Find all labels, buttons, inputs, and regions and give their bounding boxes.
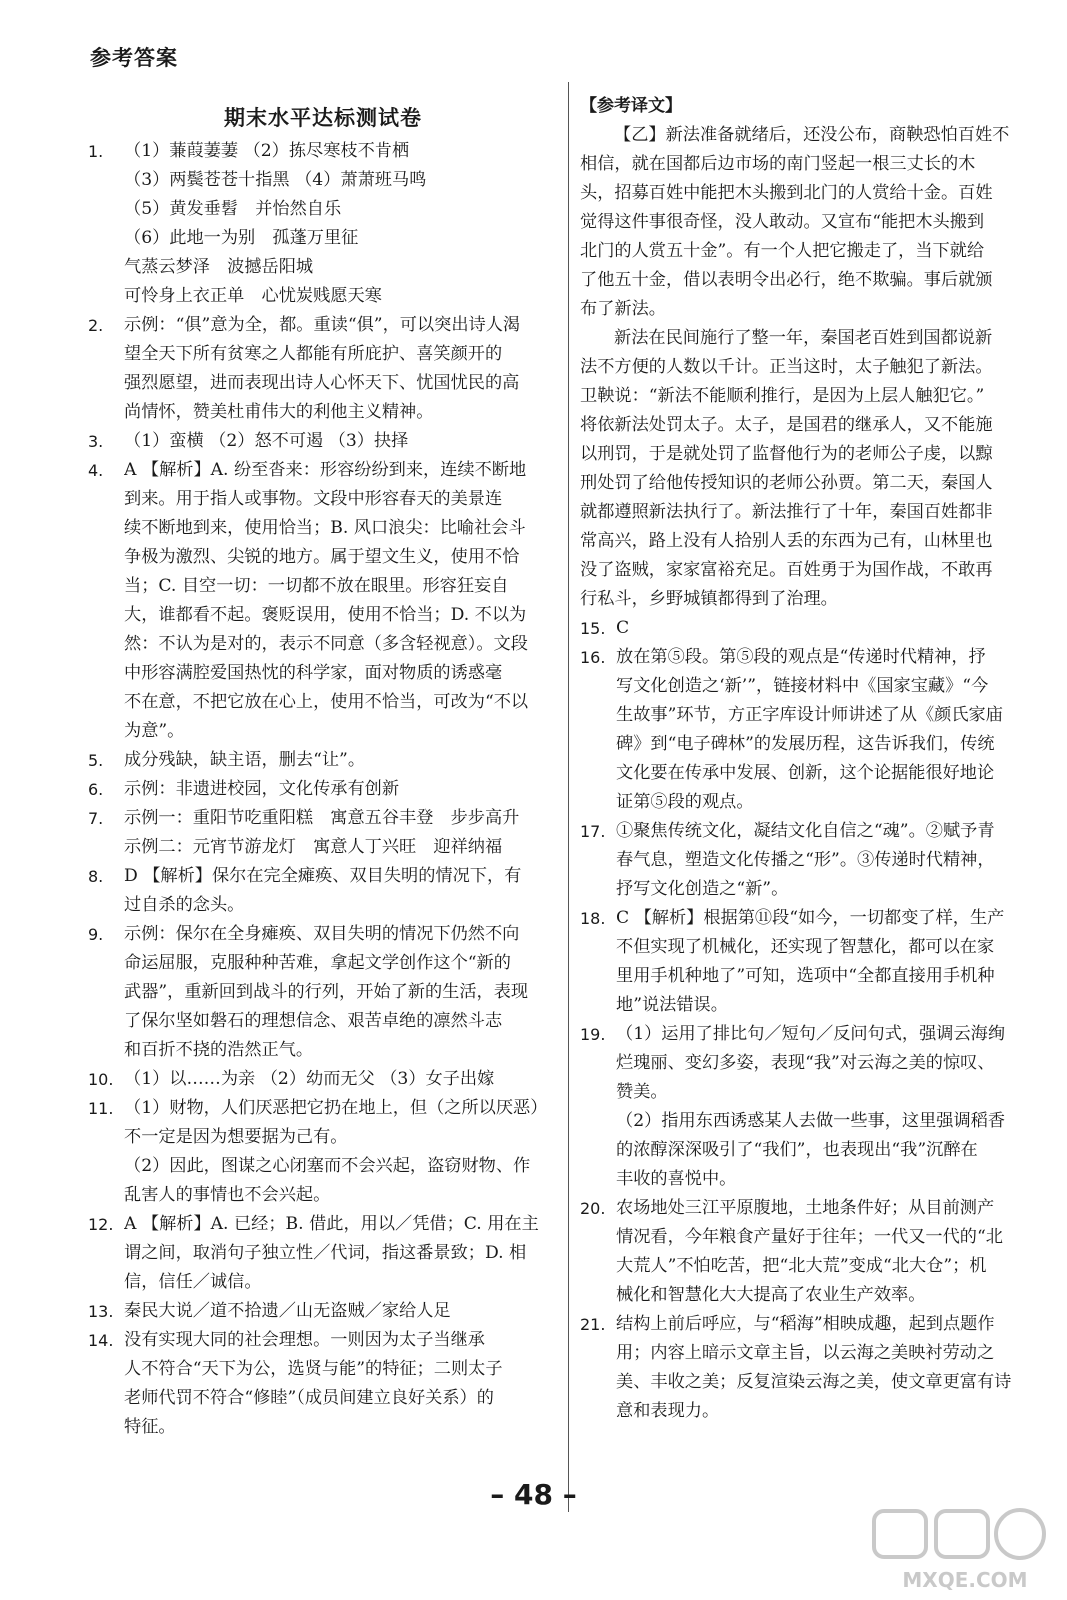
answer-line: 为意”。 <box>124 721 185 741</box>
answer-line: 秦民大说／道不拾遗／山无盗贼／家给人足 <box>124 1301 451 1321</box>
answer-line: 可怜身上衣正单 心忧炭贱愿天寒 <box>124 286 382 306</box>
translation-line: 刑处罚了给他传授知识的老师公孙贾。第二天，秦国人 <box>580 473 993 493</box>
answer-item <box>580 1020 1050 1194</box>
answer-line: 到来。用于指人或事物。文段中形容春天的美景连 <box>124 489 503 509</box>
answer-item <box>88 427 558 456</box>
answer-line: 大荒人”不怕吃苦，把“北大荒”变成“北大仓”；机 <box>616 1256 987 1276</box>
translation-line: 新法在民间施行了整一年，秦国老百姓到国都说新 <box>614 328 993 348</box>
answer-number: 19. <box>580 1025 606 1044</box>
answer-line: 乱害人的事情也不会兴起。 <box>124 1185 331 1205</box>
answer-item <box>580 643 1050 817</box>
answer-item <box>88 1297 558 1326</box>
translation-paragraph <box>580 121 1050 324</box>
answer-line: 信，信任／诚信。 <box>124 1272 262 1292</box>
answer-item <box>580 904 1050 1020</box>
translation-line: 【乙】新法准备就绪后，还没公布，商鞅恐怕百姓不 <box>614 125 1010 145</box>
translation-line: 以刑罚，于是就处罚了监督他行为的老师公子虔，以黥 <box>580 444 993 464</box>
answer-line: 强烈愿望，进而表现出诗人心怀天下、忧国忧民的高 <box>124 373 520 393</box>
translation-line: 觉得这件事很奇怪，没人敢动。又宣布“能把木头搬到 <box>580 212 985 232</box>
translation-title: 【参考译文】 <box>580 96 682 116</box>
answer-number: 2. <box>88 316 104 335</box>
answer-number: 7. <box>88 809 104 828</box>
right-column <box>580 92 1050 1426</box>
translation-line: 行私斗，乡野城镇都得到了治理。 <box>580 589 838 609</box>
answer-line: 当；C. 目空一切：一切都不放在眼里。形容狂妄自 <box>124 576 509 596</box>
answer-item <box>88 456 558 746</box>
answer-line: 中形容满腔爱国热忱的科学家，面对物质的诱惑毫 <box>124 663 503 683</box>
answer-line: 人不符合“天下为公，选贤与能”的特征；二则太子 <box>124 1359 503 1379</box>
column-divider <box>568 82 569 1512</box>
translation-line: 法不方便的人数以千计。正当这时，太子触犯了新法。 <box>580 357 993 377</box>
answer-number: 6. <box>88 780 104 799</box>
answer-line: 示例一：重阳节吃重阳糕 寓意五谷丰登 步步高升 <box>124 808 520 828</box>
answer-number: 4. <box>88 461 104 480</box>
answer-line: 和百折不挠的浩然正气。 <box>124 1040 314 1060</box>
answer-line: 气蒸云梦泽 波撼岳阳城 <box>124 257 314 277</box>
page-number: – 48 – <box>490 1478 577 1511</box>
left-column <box>88 92 558 1442</box>
answer-line: （1）以……为亲 （2）幼而无父 （3）女子出嫁 <box>124 1069 495 1089</box>
translation-line: 常高兴，路上没有人拾别人丢的东西为己有，山林里也 <box>580 531 993 551</box>
answer-line: 示例：“俱”意为全，都。重读“俱”，可以突出诗人渴 <box>124 315 521 335</box>
answer-line: 望全天下所有贫寒之人都能有所庇护、喜笑颜开的 <box>124 344 503 364</box>
answer-number: 5. <box>88 751 104 770</box>
answer-item <box>88 311 558 427</box>
answer-line: 写文化创造之‘新’”，链接材料中《国家宝藏》“今 <box>616 676 989 696</box>
answer-line: 不在意，不把它放在心上，使用不恰当，可改为“不以 <box>124 692 529 712</box>
answer-line: A 【解析】A. 已经；B. 借此，用以／凭借；C. 用在主 <box>124 1214 539 1234</box>
answer-line: 不一定是因为想要据为己有。 <box>124 1127 348 1147</box>
answer-line: 用；内容上暗示文章主旨，以云海之美映衬劳动之 <box>616 1343 995 1363</box>
answer-number: 8. <box>88 867 104 886</box>
answer-line: 不但实现了机械化，还实现了智慧化，都可以在家 <box>616 937 995 957</box>
answer-line: 示例：非遗进校园，文化传承有创新 <box>124 779 400 799</box>
answer-item <box>580 1194 1050 1310</box>
answer-line: （1）运用了排比句／短句／反问句式，强调云海绚 <box>616 1024 1006 1044</box>
answer-line: ①聚焦传统文化，凝结文化自信之“魂”。②赋予青 <box>616 821 995 841</box>
answer-number: 18. <box>580 909 606 928</box>
answer-line: 老师代罚不符合“修睦”（成员间建立良好关系）的 <box>124 1388 494 1408</box>
translation-line: 了他五十金，借以表明令出必行，绝不欺骗。事后就颁 <box>580 270 993 290</box>
answer-item <box>88 920 558 1065</box>
answer-line: 赞美。 <box>616 1082 668 1102</box>
answer-number: 20. <box>580 1199 606 1218</box>
answer-item <box>88 137 558 311</box>
answer-number: 11. <box>88 1099 114 1118</box>
answer-line: 了保尔坚如磐石的理想信念、艰苦卓绝的凛然斗志 <box>124 1011 503 1031</box>
answer-number: 21. <box>580 1315 606 1334</box>
answer-line: 命运屈服，克服种种苦难，拿起文学创作这个“新的 <box>124 953 511 973</box>
answer-line: C 【解析】根据第⑪段“如今，一切都变了样，生产 <box>616 908 1005 928</box>
answer-line: 放在第⑤段。第⑤段的观点是“传递时代精神，抒 <box>616 647 986 667</box>
test-title: 期末水平达标测试卷 <box>224 106 422 130</box>
answer-line: （2）指用东西诱惑某人去做一些事，这里强调稻香 <box>616 1111 1006 1131</box>
answer-line: （6）此地一为别 孤蓬万里征 <box>124 228 359 248</box>
answer-line: C <box>616 618 630 638</box>
answer-item <box>88 775 558 804</box>
answer-line: 证第⑤段的观点。 <box>616 792 754 812</box>
answer-line: 示例二：元宵节游龙灯 寓意人丁兴旺 迎祥纳福 <box>124 837 503 857</box>
answer-number: 3. <box>88 432 104 451</box>
answer-line: 争极为激烈、尖锐的地方。属于望文生义，使用不恰 <box>124 547 520 567</box>
answer-line: （2）因此，图谋之心闭塞而不会兴起，盗窃财物、作 <box>124 1156 531 1176</box>
answer-line: A 【解析】A. 纷至沓来：形容纷纷到来，连续不断地 <box>124 460 527 480</box>
answer-line: 没有实现大同的社会理想。一则因为太子当继承 <box>124 1330 485 1350</box>
translation-line: 卫鞅说：“新法不能顺利推行，是因为上层人触犯它。” <box>580 386 985 406</box>
translation-line: 相信，就在国都后边市场的南门竖起一根三丈长的木 <box>580 154 976 174</box>
answer-line: 续不断地到来，使用恰当；B. 风口浪尖：比喻社会斗 <box>124 518 526 538</box>
svg-text:MXQE.COM: MXQE.COM <box>902 1568 1028 1592</box>
answer-list-right <box>580 614 1050 1426</box>
answer-item <box>88 862 558 920</box>
translation-line: 就都遵照新法执行了。新法推行了十年，秦国百姓都非 <box>580 502 993 522</box>
translation-line: 北门的人赏五十金”。有一个人把它搬走了，当下就给 <box>580 241 985 261</box>
answer-item <box>88 746 558 775</box>
watermark-logo <box>870 1505 1060 1595</box>
answer-line: 械化和智慧化大大提高了农业生产效率。 <box>616 1285 926 1305</box>
answer-line: 然：不认为是对的，表示不同意（多含轻视意）。文段 <box>124 634 528 654</box>
answer-item <box>580 817 1050 904</box>
answer-line: 烂瑰丽、变幻多姿，表现“我”对云海之美的惊叹、 <box>616 1053 995 1073</box>
translation-body <box>580 121 1050 614</box>
translation-line: 头，招募百姓中能把木头搬到北门的人赏给十金。百姓 <box>580 183 993 203</box>
answer-line: 尚情怀，赞美杜甫伟大的利他主义精神。 <box>124 402 434 422</box>
answer-number: 14. <box>88 1331 114 1350</box>
answer-item <box>580 1310 1050 1426</box>
answer-line: 成分残缺，缺主语，删去“让”。 <box>124 750 366 770</box>
answer-number: 15. <box>580 619 606 638</box>
answer-item <box>580 614 1050 643</box>
answer-number: 17. <box>580 822 606 841</box>
answer-line: 美、丰收之美；反复渲染云海之美，使文章更富有诗 <box>616 1372 1012 1392</box>
answer-line: 生故事”环节，方正字库设计师讲述了从《颜氏家庙 <box>616 705 1003 725</box>
answer-item <box>88 804 558 862</box>
answer-line: 的浓醇深深吸引了“我们”，也表现出“我”沉醉在 <box>616 1140 978 1160</box>
answer-line: 文化要在传承中发展、创新，这个论据能很好地论 <box>616 763 995 783</box>
answer-line: （3）两鬓苍苍十指黑 （4）萧萧班马鸣 <box>124 170 427 190</box>
answer-item <box>88 1326 558 1442</box>
answer-number: 12. <box>88 1215 114 1234</box>
translation-line: 布了新法。 <box>580 299 666 319</box>
translation-line: 将依新法处罚太子。太子，是国君的继承人，又不能施 <box>580 415 993 435</box>
answer-line: D 【解析】保尔在完全瘫痪、双目失明的情况下，有 <box>124 866 522 886</box>
answer-line: 春气息，塑造文化传播之“形”。③传递时代精神， <box>616 850 995 870</box>
answer-item <box>88 1094 558 1210</box>
answer-line: 意和表现力。 <box>616 1401 720 1421</box>
answer-number: 9. <box>88 925 104 944</box>
answer-number: 10. <box>88 1070 114 1089</box>
answer-line: 地”说法错误。 <box>616 995 728 1015</box>
answer-line: 农场地处三江平原腹地，土地条件好；从目前测产 <box>616 1198 995 1218</box>
answer-line: 谓之间，取消句子独立性／代词，指这番景致；D. 相 <box>124 1243 527 1263</box>
answer-line: 抒写文化创造之“新”。 <box>616 879 789 899</box>
translation-line: 没了盗贼，家家富裕充足。百姓勇于为国作战，不敢再 <box>580 560 993 580</box>
answer-line: （1）蛮横 （2）怒不可遏 （3）抉择 <box>124 431 409 451</box>
answer-line: （1）蒹葭萋萋 （2）拣尽寒枝不肯栖 <box>124 141 410 161</box>
answer-line: 丰收的喜悦中。 <box>616 1169 737 1189</box>
answer-line: 大，谁都看不起。褒贬误用，使用不恰当；D. 不以为 <box>124 605 527 625</box>
answer-item <box>88 1210 558 1297</box>
answer-line: 过自杀的念头。 <box>124 895 245 915</box>
answer-line: 武器”，重新回到战斗的行列，开始了新的生活，表现 <box>124 982 529 1002</box>
answer-line: 碑》到“电子碑林”的发展历程，这告诉我们，传统 <box>616 734 995 754</box>
answer-line: 特征。 <box>124 1417 176 1437</box>
section-header: 参考答案 <box>90 46 178 70</box>
answer-line: 情况看，今年粮食产量好于往年；一代又一代的“北 <box>616 1227 1003 1247</box>
answer-line: 示例：保尔在全身瘫痪、双目失明的情况下仍然不向 <box>124 924 520 944</box>
answer-line: 结构上前后呼应，与“稻海”相映成趣，起到点题作 <box>616 1314 995 1334</box>
answer-list-left <box>88 137 558 1442</box>
answer-number: 13. <box>88 1302 114 1321</box>
answer-line: （1）财物，人们厌恶把它扔在地上，但（之所以厌恶） <box>124 1098 548 1118</box>
answer-number: 1. <box>88 142 104 161</box>
answer-line: （5）黄发垂髫 并怡然自乐 <box>124 199 342 219</box>
translation-paragraph <box>580 324 1050 614</box>
answer-line: 里用手机种地了”可知，选项中“全都直接用手机种 <box>616 966 995 986</box>
answer-number: 16. <box>580 648 606 667</box>
answer-item <box>88 1065 558 1094</box>
